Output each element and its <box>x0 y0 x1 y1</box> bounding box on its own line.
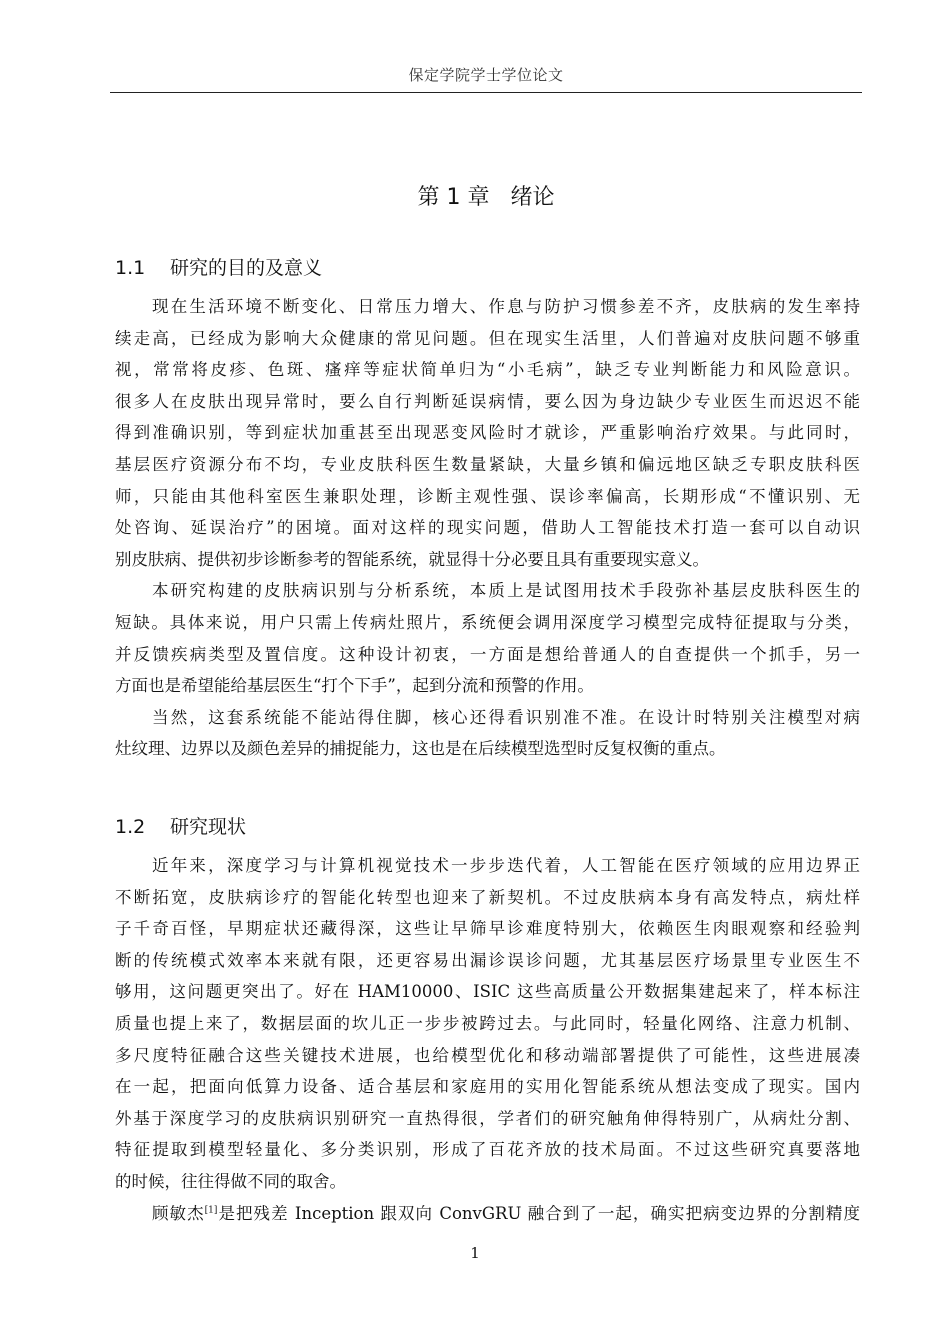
page-number: 1 <box>470 1244 480 1262</box>
header-rule <box>110 92 862 93</box>
paragraph-line: 近年来，深度学习与计算机视觉技术一步步迭代着，人工智能在医疗领域的应用边界正 <box>152 856 860 875</box>
paragraph-line: 子千奇百怪，早期症状还藏得深，这些让早筛早诊难度特别大，依赖医生肉眼观察和经验判 <box>115 919 860 939</box>
section-title: 研究现状 <box>170 816 247 838</box>
paragraph-line: 本研究构建的皮肤病识别与分析系统，本质上是试图用技术手段弥补基层皮肤科医生的 <box>152 581 860 601</box>
paragraph-line: 基层医疗资源分布不均，专业皮肤科医生数量紧缺，大量乡镇和偏远地区缺乏专职皮肤科医 <box>115 454 860 474</box>
paragraph-line: 并反馈疾病类型及置信度。这种设计初衷，一方面是想给普通人的自查提供一个抓手，另一 <box>115 644 860 664</box>
paragraph-line: 视，常常将皮疹、色斑、瘙痒等症状简单归为“小毛病”，缺乏专业判断能力和风险意识。 <box>115 360 860 380</box>
paragraph-line: 的时候，往往得做不同的取舍。 <box>115 1171 346 1191</box>
section-number: 1.2 <box>115 816 146 838</box>
section-number: 1.1 <box>115 257 146 279</box>
chapter-title: 绪论 <box>510 185 555 210</box>
paragraph-line: 断的传统模式效率本来就有限，还更容易出漏诊误诊问题，尤其基层医疗场景里专业医生不 <box>115 950 860 970</box>
section-heading-1-1 <box>115 253 322 280</box>
paragraph-line: 很多人在皮肤出现异常时，要么自行判断延误病情，要么因为身边缺少专业医生而迟迟不能 <box>115 391 860 411</box>
citation-author: 顾敏杰 <box>152 1203 205 1223</box>
paragraph-line: 特征提取到模型轻量化、多分类识别，形成了百花齐放的技术局面。不过这些研究真要落地 <box>115 1140 860 1160</box>
paragraph-line: 短缺。具体来说，用户只需上传病灶照片，系统便会调用深度学习模型完成特征提取与分类， <box>115 612 860 632</box>
chapter-number: 第 1 章 <box>417 185 490 210</box>
paragraph-line: 别皮肤病、提供初步诊断参考的智能系统，就显得十分必要且具有重要现实意义。 <box>115 549 709 569</box>
citation-text: 是把残差 Inception 跟双向 ConvGRU 融合到了一起，确实把病变边界的分割精度 <box>217 1203 861 1223</box>
paragraph-line: 质量也提上来了，数据层面的坎儿正一步步被跨过去。与此同时，轻量化网络、注意力机制、 <box>115 1013 860 1033</box>
paragraph-line: 够用，这问题更突出了。好在 HAM10000、ISIC 这些高质量公开数据集建起来了，样本标注 <box>115 982 860 1002</box>
paragraph-line: 现在生活环境不断变化、日常压力增大、作息与防护习惯参差不齐，皮肤病的发生率持 <box>152 297 860 316</box>
paragraph-line: 师，只能由其他科室医生兼职处理，诊断主观性强、误诊率偏高，长期形成“不懂识别、无 <box>115 486 860 506</box>
paragraph-line: 不断拓宽，皮肤病诊疗的智能化转型也迎来了新契机。不过皮肤病本身有高发特点，病灶样 <box>115 887 860 907</box>
paragraph-line: 外基于深度学习的皮肤病识别研究一直热得很，学者们的研究触角伸得特别广，从病灶分割、 <box>115 1108 860 1128</box>
section-1-1-body <box>115 291 860 765</box>
paragraph-line: 得到准确识别，等到症状加重甚至出现恶变风险时才就诊，严重影响治疗效果。与此同时， <box>115 423 860 443</box>
paragraph-line: 当然，这套系统能不能站得住脚，核心还得看识别准不准。在设计时特别关注模型对病 <box>152 707 860 727</box>
paragraph-line: 方面也是希望能给基层医生“打个下手”，起到分流和预警的作用。 <box>115 676 594 696</box>
section-title: 研究的目的及意义 <box>170 257 323 279</box>
paragraph-line-with-citation <box>115 1198 860 1230</box>
running-header: 保定学院学士学位论文 <box>408 66 564 84</box>
chapter-heading <box>110 180 862 211</box>
paragraph-line: 多尺度特征融合这些关键技术进展，也给模型优化和移动端部署提供了可能性，这些进展凑 <box>115 1045 860 1065</box>
section-heading-1-2 <box>115 812 246 839</box>
citation-ref[interactable]: [1] <box>204 1205 218 1216</box>
paragraph-line: 续走高，已经成为影响大众健康的常见问题。但在现实生活里，人们普遍对皮肤问题不够重 <box>115 328 860 348</box>
section-1-2-body <box>115 850 860 1229</box>
paragraph-line: 在一起，把面向低算力设备、适合基层和家庭用的实用化智能系统从想法变成了现实。国内 <box>115 1077 860 1097</box>
paragraph-line: 灶纹理、边界以及颜色差异的捕捉能力，这也是在后续模型选型时反复权衡的重点。 <box>115 739 726 759</box>
paragraph-line: 处咨询、延误治疗”的困境。面对这样的现实问题，借助人工智能技术打造一套可以自动识 <box>115 518 860 538</box>
